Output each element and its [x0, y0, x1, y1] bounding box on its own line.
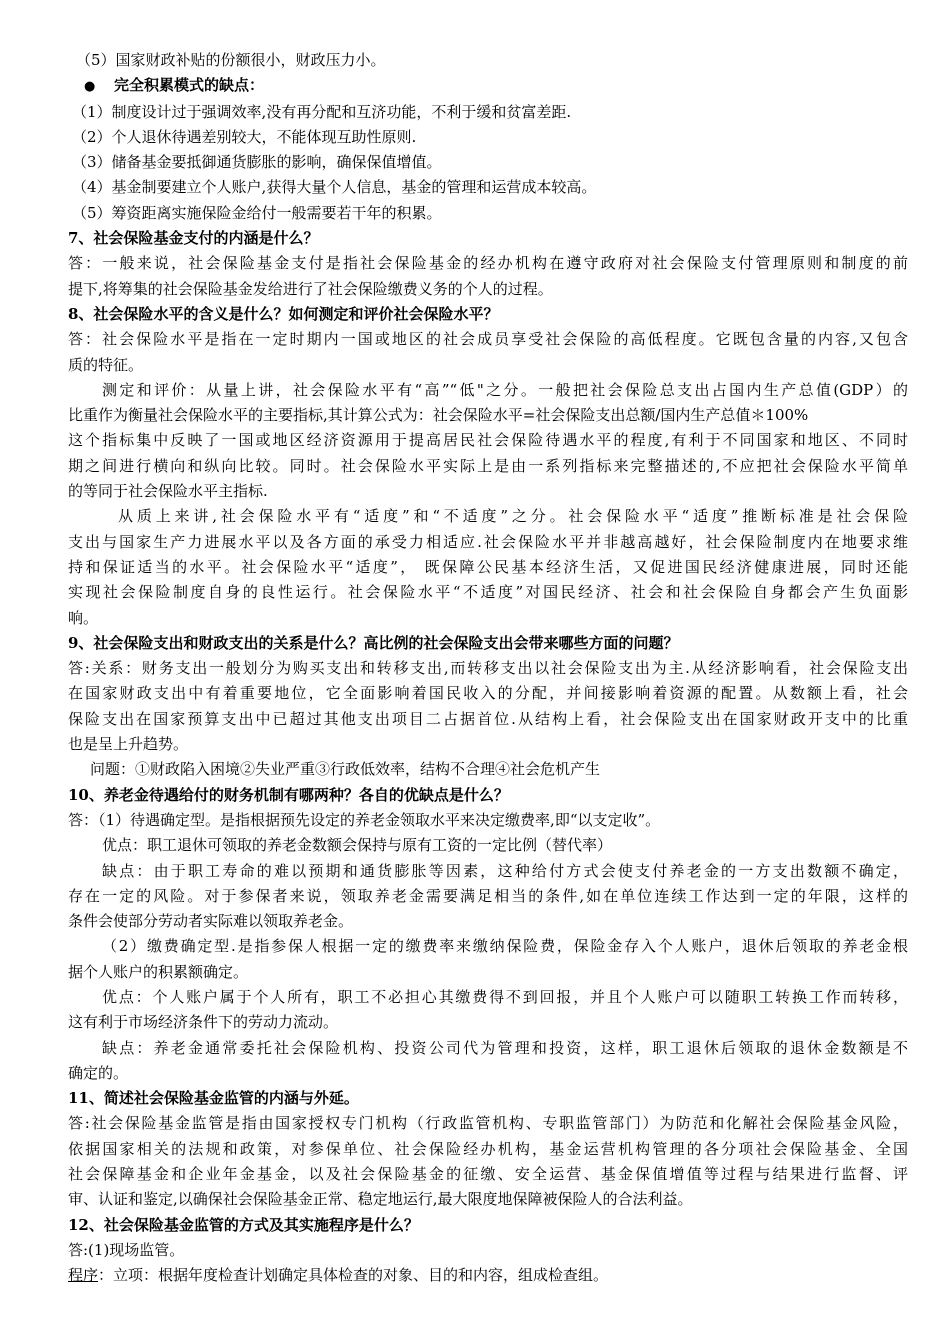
text-line — [68, 1263, 908, 1288]
bullet-heading: ● 完全积累模式的缺点： — [68, 73, 908, 99]
text-line: 答：社会保险水平是指在一定时期内一国或地区的社会成员享受社会保险的高低程度。它既包含量的内容,又包含 — [68, 330, 908, 349]
text-line: （5）国家财政补贴的份额很小，财政压力小。 — [76, 51, 386, 69]
text-line: 比重作为衡量社会保险水平的主要指标,其计算公式为：社会保险水平=社会保险支出总额/国内生产总值＊100% — [68, 406, 809, 425]
text-line: （1）制度设计过于强调效率,没有再分配和互济功能，不利于缓和贫富差距. — [72, 102, 572, 121]
text-line: 实现社会保险制度自身的良性运行。社会保险水平“不适度”对国民经济、社会和社会保险自身都会产生负面影 — [68, 583, 908, 602]
text-line: 提下,将筹集的社会保险基金发给进行了社会保险缴费义务的个人的过程。 — [68, 279, 553, 298]
underlined-term: 程序 — [68, 1266, 99, 1285]
text-line: （3）储备基金要抵御通货膨胀的影响，确保保值增值。 — [72, 153, 442, 172]
text-line: 优点：个人账户属于个人所有，职工不必担心其缴费得不到回报，并且个人账户可以随职工转换工作而转移， — [102, 987, 908, 1006]
text-line: 据个人账户的积累额确定。 — [68, 962, 249, 981]
text-line: 依据国家相关的法规和政策，对参保单位、社会保险经办机构，基金运营机构管理的各分项社会保险基金、全国 — [68, 1139, 908, 1158]
text-line: 审、认证和鉴定,以确保社会保险基金正常、稳定地运行,最大限度地保障被保险人的合法利益。 — [68, 1190, 693, 1209]
text-span: ：立项：根据年度检查计划确定具体检查的对象、目的和内容，组成检查组。 — [98, 1266, 609, 1285]
text-line: 社会保障基金和企业年金基金，以及社会保险基金的征缴、安全运营、基金保值增值等过程与结果进行监督、评 — [68, 1165, 908, 1184]
text-line: 问题：①财政陷入困境②失业严重③行政低效率，结构不合理④社会危机产生 — [90, 760, 601, 779]
text-line: 也是呈上升趋势。 — [68, 735, 189, 754]
text-line: 缺点：由于职工寿命的难以预期和通货膨胀等因素，这种给付方式会使支付养老金的一方支出数额不确定， — [102, 861, 908, 880]
text-line: 测定和评价：从量上讲，社会保险水平有“高”“低"之分。一般把社会保险总支出占国内生产总值(GDP）的 — [102, 380, 908, 399]
question-heading: 7、社会保险基金支付的内涵是什么？ — [68, 229, 319, 248]
text-line: 答:关系：财务支出一般划分为购买支出和转移支出,而转移支出以社会保险支出为主.从经济影响看，社会保险支出 — [68, 659, 908, 678]
text-line: （2）缴费确定型.是指参保人根据一定的缴费率来缴纳保险费，保险金存入个人账户，退休后领取的养老金根 — [102, 937, 908, 956]
text-line: 答：（1）待遇确定型。是指根据预先设定的养老金领取水平来决定缴费率,即“以支定收”。 — [68, 810, 661, 829]
text-line: 存在一定的风险。对于参保者来说，领取养老金需要满足相当的条件,如在单位连续工作达到一定的年限，这样的 — [68, 886, 908, 905]
text-line: 质的特征。 — [68, 355, 144, 374]
question-heading: 9、社会保险支出和财政支出的关系是什么？高比例的社会保险支出会带来哪些方面的问题？ — [68, 633, 679, 652]
text-line: 响。 — [68, 608, 99, 627]
question-heading: 10、养老金待遇给付的财务机制有哪两种？各自的优缺点是什么？ — [68, 785, 509, 804]
text-line: 这有利于市场经济条件下的劳动力流动。 — [68, 1013, 339, 1032]
text-line: 的等同于社会保险水平主指标. — [68, 482, 268, 501]
question-heading: 8、社会保险水平的含义是什么？如何测定和评价社会保险水平？ — [68, 304, 499, 323]
text-line: 答:(1)现场监管。 — [68, 1240, 185, 1259]
text-line: （5）筹资距离实施保险金给付一般需要若干年的积累。 — [72, 203, 442, 222]
text-line: 保险支出在国家预算支出中已超过其他支出项目二占据首位.从结构上看，社会保险支出在国家财政开支中的比重 — [68, 709, 908, 728]
text-line: （4）基金制要建立个人账户,获得大量个人信息，基金的管理和运营成本较高。 — [72, 178, 597, 197]
text-line: 从质上来讲,社会保险水平有“适度”和“不适度”之分。社会保险水平“适度”推断标准是社会保险 — [118, 507, 908, 526]
text-line: 在国家财政支出中有着重要地位，它全面影响着国民收入的分配，并间接影响着资源的配置。从数额上看，社会 — [68, 684, 908, 703]
text-line: 缺点：养老金通常委托社会保险机构、投资公司代为管理和投资，这样，职工退休后领取的退休金数额是不 — [102, 1038, 908, 1057]
text-line: 期之间进行横向和纵向比较。同时。社会保险水平实际上是由一系列指标来完整描述的,不应把社会保险水平简单 — [68, 456, 908, 475]
question-heading: 12、社会保险基金监管的方式及其实施程序是什么？ — [68, 1215, 419, 1234]
text-line: 答:社会保险基金监管是指由国家授权专门机构（行政监管机构、专职监管部门）为防范和化解社会保险基金风险， — [68, 1114, 908, 1133]
text-line: 这个指标集中反映了一国或地区经济资源用于提高居民社会保险待遇水平的程度,有利于不同国家和地区、不同时 — [68, 431, 908, 450]
question-heading: 11、简述社会保险基金监管的内涵与外延。 — [68, 1089, 359, 1108]
text-line: （2）个人退休待遇差别较大，不能体现互助性原则. — [72, 127, 417, 146]
text-line: 优点：职工退休可领取的养老金数额会保持与原有工资的一定比例（替代率） — [102, 836, 613, 855]
text-line: 支出与国家生产力进展水平以及各方面的承受力相适应.社会保险水平并非越高越好，社会保险制度内在地要求维 — [68, 532, 908, 551]
text-line: 确定的。 — [68, 1063, 129, 1082]
text-line: 条件会使部分劳动者实际难以领取养老金。 — [68, 912, 354, 931]
text-line: 持和保证适当的水平。社会保险水平“适度”， 既保障公民基本经济生活，又促进国民经济健康进展，同时还能 — [68, 557, 908, 576]
text-line: 答：一般来说，社会保险基金支付是指社会保险基金的经办机构在遵守政府对社会保险支付管理原则和制度的前 — [68, 254, 908, 273]
